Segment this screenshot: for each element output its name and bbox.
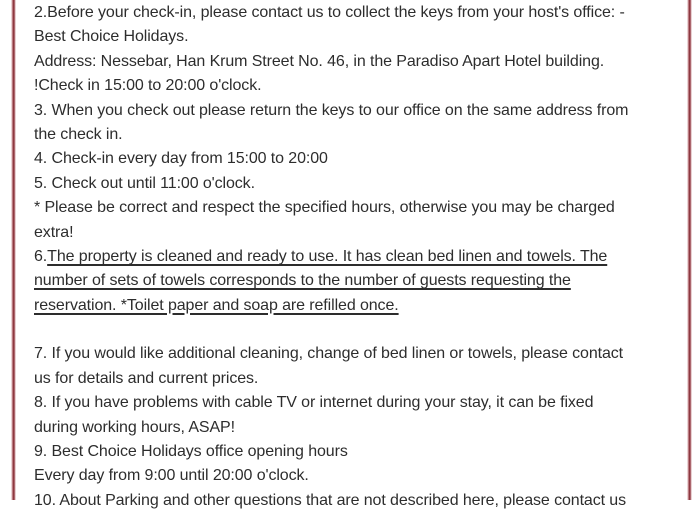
text-line	[34, 74, 680, 98]
text-line	[34, 342, 680, 366]
text-run: Address: Nessebar, Han Krum Street No. 46, in the Paradiso Apart Hotel building.	[34, 52, 605, 70]
list-number: 6.	[34, 247, 48, 265]
house-rules-text-block	[34, 1, 680, 513]
text-run: !Check in 15:00 to 20:00 o'clock.	[34, 77, 262, 95]
text-line	[34, 99, 680, 123]
page-frame-right-border	[687, 0, 692, 500]
text-line	[34, 1, 680, 25]
underlined-text-run: reservation. *Toilet paper and soap are refilled once.	[34, 296, 399, 314]
text-run: 8. If you have problems with cable TV or internet during your stay, it can be fixed	[34, 394, 594, 412]
text-line	[34, 245, 680, 269]
text-line	[34, 367, 680, 391]
text-line	[34, 50, 680, 74]
text-line	[34, 123, 680, 147]
text-run: 3. When you check out please return the keys to our office on the same address from	[34, 101, 629, 119]
text-line	[34, 440, 680, 464]
text-run: 4. Check-in every day from 15:00 to 20:00	[34, 150, 328, 168]
text-line	[34, 25, 680, 49]
text-line	[34, 489, 680, 513]
text-line	[34, 391, 680, 415]
page-frame-left-border	[11, 0, 16, 500]
text-run: 9. Best Choice Holidays office opening hours	[34, 443, 348, 461]
text-run: Best Choice Holidays.	[34, 28, 189, 46]
text-run: during working hours, ASAP!	[34, 418, 235, 436]
text-run: 2.Before your check-in, please contact us to collect the keys from your host's office: -	[34, 4, 625, 21]
text-line	[34, 172, 680, 196]
text-line	[34, 416, 680, 440]
text-line	[34, 221, 680, 245]
underlined-text-run: number of sets of towels corresponds to the number of guests requesting the	[34, 272, 571, 290]
text-line	[34, 294, 680, 318]
text-line	[34, 464, 680, 488]
text-run: 7. If you would like additional cleaning, change of bed linen or towels, please contact	[34, 345, 624, 363]
text-run: the check in.	[34, 125, 123, 143]
text-run: us for details and current prices.	[34, 369, 259, 387]
text-line	[34, 196, 680, 220]
text-run: 5. Check out until 11:00 o'clock.	[34, 174, 255, 192]
text-line	[34, 147, 680, 171]
blank-line	[34, 318, 680, 342]
underlined-text-run: The property is cleaned and ready to use. It has clean bed linen and towels. The	[47, 247, 608, 265]
text-run: 10. About Parking and other questions that are not described here, please contact us	[34, 491, 626, 509]
text-run: extra!	[34, 223, 74, 241]
text-run: Every day from 9:00 until 20:00 o'clock.	[34, 467, 309, 485]
text-run: * Please be correct and respect the specified hours, otherwise you may be charged	[34, 199, 615, 217]
text-line	[34, 269, 680, 293]
